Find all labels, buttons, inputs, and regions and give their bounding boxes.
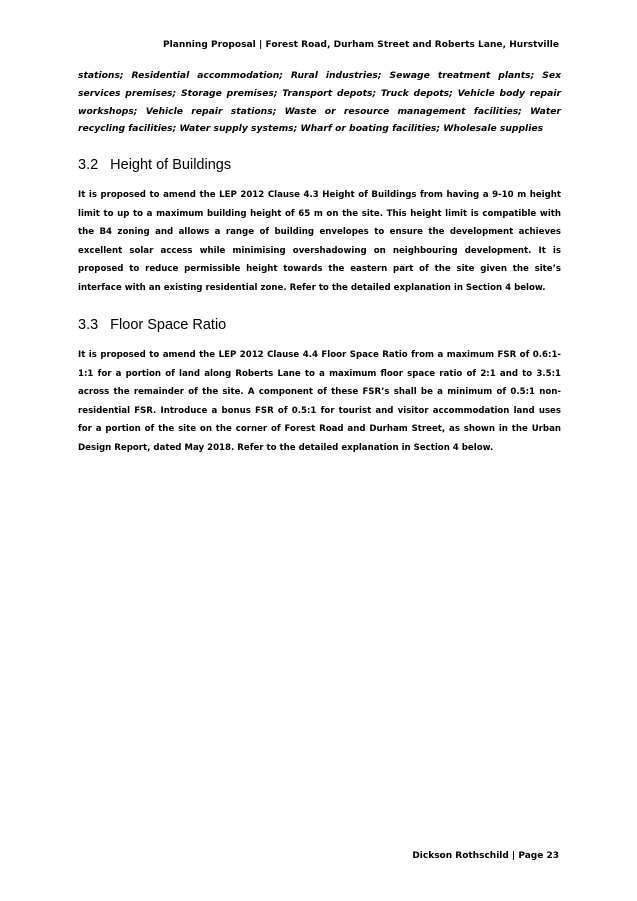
section-heading-floor-space-ratio [78, 317, 561, 333]
section-heading-height-of-buildings [78, 157, 561, 173]
page-header: Planning Proposal | Forest Road, Durham Street and Roberts Lane, Hurstville [162, 40, 559, 50]
section-number: 3.2 [78, 157, 99, 174]
section-body-height-of-buildings: It is proposed to amend the LEP 2012 Clause 4.3 Height of Buildings from having a 9-10 m height limit to up to a maximum building height of 65 m on the site. This height limit is compatible with the B4 zoning and allows a range of building envelopes to ensure the development achieves excellent solar access while minimising overshadowing on neighbouring development. It is proposed to reduce permissible height towards the eastern part of the site given the site’s interface with an existing residential zone. Refer to the detailed explanation in Section 4 below. [78, 190, 561, 293]
section-title: Floor Space Ratio [110, 317, 227, 334]
section-title: Height of Buildings [110, 157, 232, 174]
section-number: 3.3 [78, 317, 99, 334]
page-footer: Dickson Rothschild | Page 23 [412, 851, 559, 861]
permitted-uses-continuation: stations; Residential accommodation; Rural industries; Sewage treatment plants; Sex services premises; Storage premises; Transport depots; Truck depots; Vehicle body repair workshops; Vehicle repair stations; Waste or resource management facilities; Water recycling facilities; Water supply systems; Wharf or boating facilities; Wholesale supplies [78, 70, 561, 135]
page-content [78, 67, 561, 457]
section-body-floor-space-ratio: It is proposed to amend the LEP 2012 Clause 4.4 Floor Space Ratio from a maximum FSR of 0.6:1-1:1 for a portion of land along Roberts Lane to a maximum floor space ratio of 2:1 and to 3.5:1 across the remainder of the site. A component of these FSR’s shall be a minimum of 0.5:1 non-residential FSR. Introduce a bonus FSR of 0.5:1 for tourist and visitor accommodation land uses for a portion of the site on the corner of Forest Road and Durham Street, as shown in the Urban Design Report, dated May 2018. Refer to the detailed explanation in Section 4 below. [78, 350, 561, 453]
